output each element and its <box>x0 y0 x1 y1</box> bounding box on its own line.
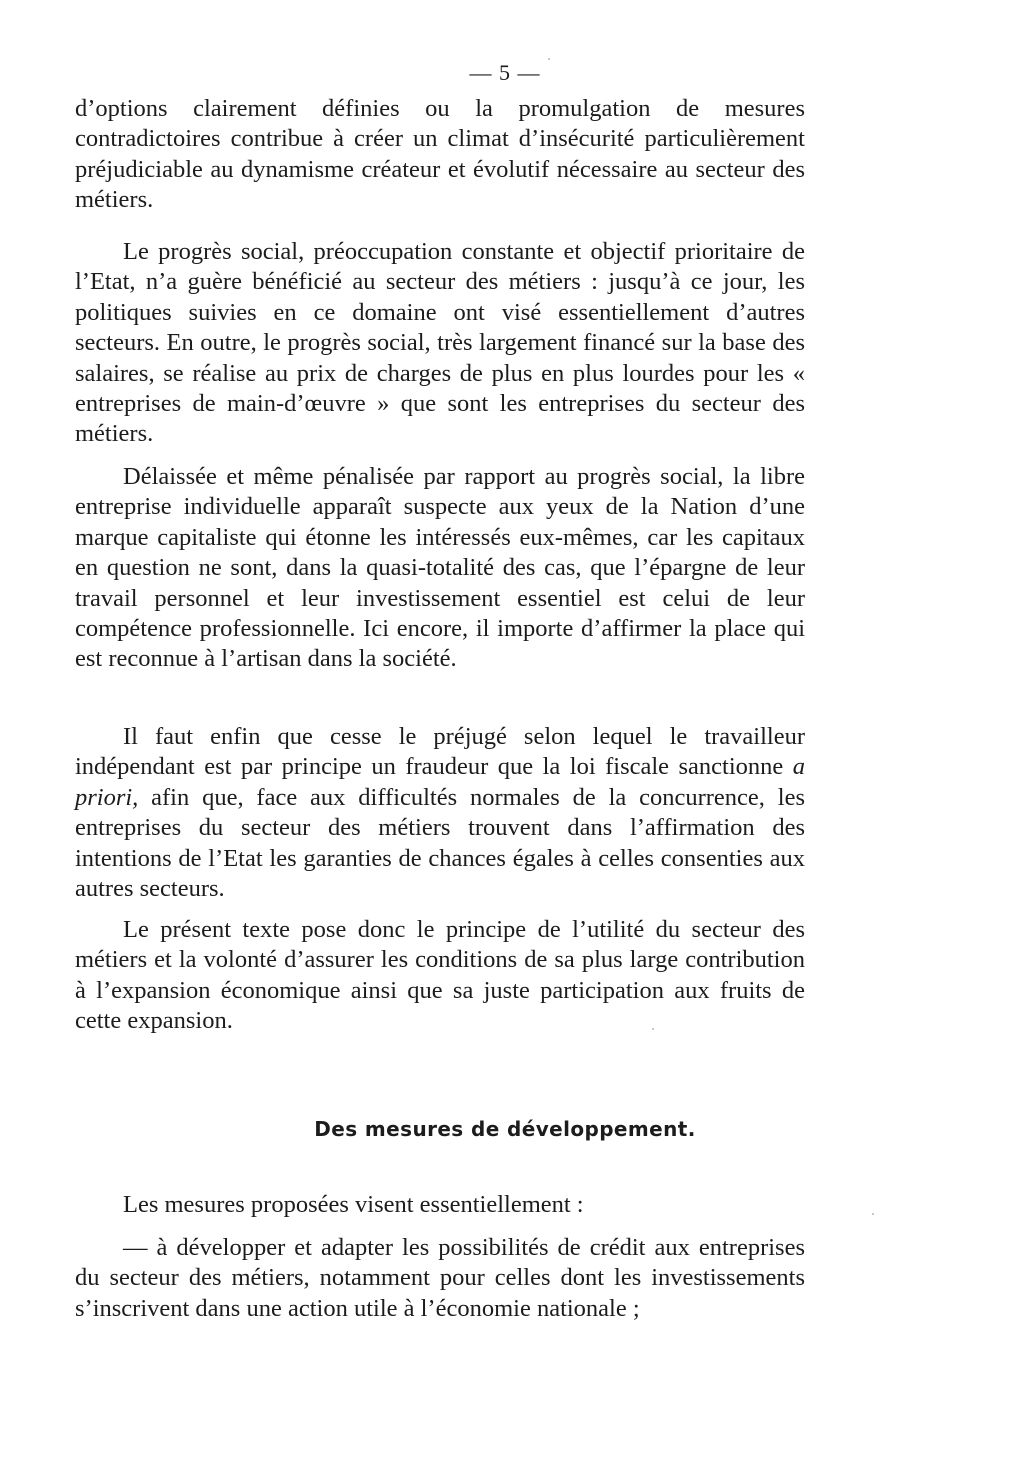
italic-a-priori: a priori, <box>75 753 805 811</box>
paragraph-text-after-italic: afin que, face aux difficultés normales de la concurrence, les entreprises du secteur des métiers trouvent dans l’affirmation des intentions de l’Etat les garanties de chances égales à celles consenties aux autres secteurs. <box>75 783 805 903</box>
paragraph-fiscal-prejudice <box>75 722 805 904</box>
paragraph-social-progress: Le progrès social, préoccupation constante et objectif prioritaire de l’Etat, n’a guère bénéficié au secteur des métiers : jusqu’à ce jour, les politiques suivies en ce domaine ont visé essentiellement d’autres secteurs. En outre, le progrès social, très largement financé sur la base des salaires, se réalise au prix de charges de plus en plus lourdes pour les « entreprises de main-d’œuvre » que sont les entreprises du secteur des métiers. <box>75 238 805 448</box>
paragraph-text-before-italic: Il faut enfin que cesse le préjugé selon lequel le travailleur indépendant est par principe un fraudeur que la loi fiscale sanctionne <box>75 723 805 781</box>
paragraph-free-enterprise: Délaissée et même pénalisée par rapport au progrès social, la libre entreprise individuelle apparaît suspecte aux yeux de la Nation d’une marque capitaliste qui étonne les intéressés eux-mêmes, car les capitaux en question ne sont, dans la quasi-totalité des cas, que l’épargne de leur travail personnel et leur investissement essentiel est celui de leur compétence professionnelle. Ici encore, il importe d’affirmer la place qui est reconnue à l’artisan dans la société. <box>75 463 805 673</box>
paragraph-principle: Le présent texte pose donc le principe de l’utilité du secteur des métiers et la volonté d’assurer les conditions de sa plus large contribution à l’expansion économique ainsi que sa juste participation aux fruits de cette expansion. <box>75 916 805 1035</box>
scan-speck <box>872 1213 874 1215</box>
measures-intro: Les mesures proposées visent essentiellement : <box>123 1191 584 1218</box>
scan-speck <box>652 1028 654 1030</box>
page-number: — 5 — <box>469 60 541 85</box>
measure-item: — à développer et adapter les possibilités de crédit aux entreprises du secteur des métiers, notamment pour celles dont les investissements s’inscrivent dans une action utile à l’économie nationale ; <box>75 1234 805 1322</box>
paragraph-continued: d’options clairement définies ou la promulgation de mesures contradictoires contribue à créer un climat d’insécurité particulièrement préjudiciable au dynamisme créateur et évolutif nécessaire au secteur des métiers. <box>75 95 805 214</box>
section-heading: Des mesures de développement. <box>314 1117 696 1141</box>
scan-speck <box>548 58 550 60</box>
